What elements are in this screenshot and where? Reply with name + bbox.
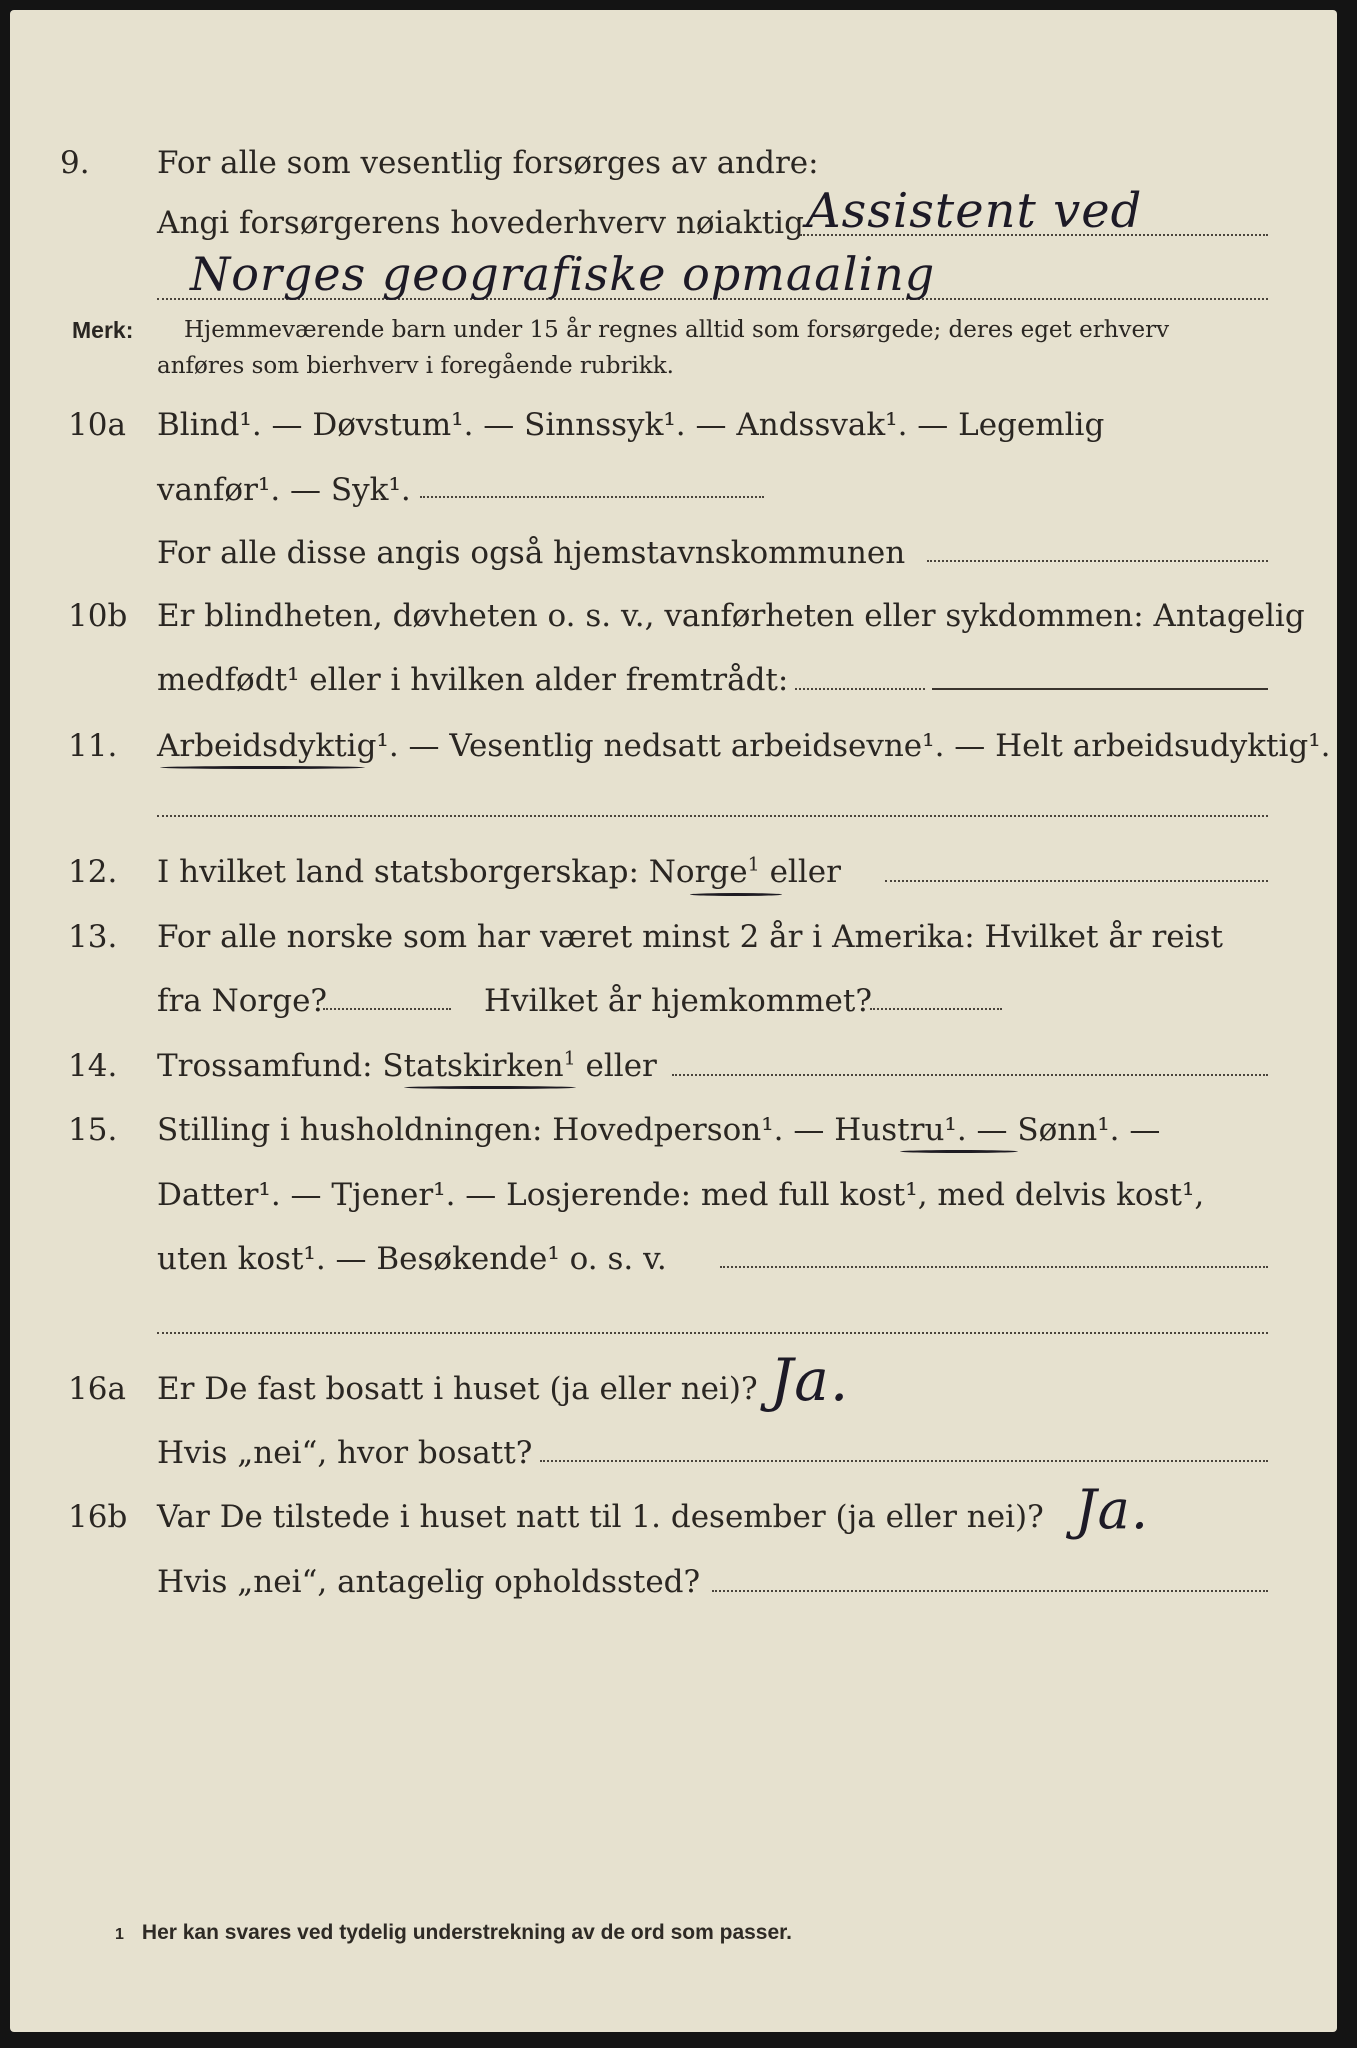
q16b-field[interactable]: [712, 1590, 1268, 1592]
q12-line: 12. I hvilket land statsborgerskap: Norge$^1$ eller: [68, 853, 841, 890]
q9-handwritten-answer2: Norges geografiske opmaaling: [190, 247, 936, 301]
q13-text2b: Hvilket år hjemkommet?: [484, 983, 872, 1019]
q11-handwritten-underline: [160, 766, 365, 769]
q15-field[interactable]: [720, 1266, 1268, 1268]
q15-post: ¹. — Sønn¹. —: [944, 1112, 1161, 1148]
q13-line2: [0, 981, 1357, 1021]
q16b-text1: Var De tilstede i huset natt til 1. desember (ja eller nei)?: [157, 1499, 1044, 1535]
q14-line: 14. Trossamfund: Statskirken$^1$ eller: [68, 1047, 657, 1084]
q11-number: 11.: [68, 728, 118, 764]
q14-post: eller: [585, 1048, 657, 1084]
q9-handwritten-answer1: Assistent ved: [806, 183, 1143, 239]
q15-pre: Stilling i husholdningen: Hovedperson¹. —: [157, 1112, 825, 1148]
q10a-line1: [0, 405, 1357, 445]
q15-extra-line[interactable]: [157, 1332, 1268, 1334]
q16b-number: 16b: [68, 1499, 128, 1535]
q16a-text2: Hvis „nei“, hvor bosatt?: [157, 1435, 533, 1471]
q14-pre: Trossamfund:: [157, 1048, 373, 1084]
q15-option-hustru[interactable]: Hustru: [834, 1112, 945, 1148]
q12-field[interactable]: [885, 880, 1268, 882]
q11-option-arbeidsdyktig[interactable]: Arbeidsdyktig: [157, 728, 377, 764]
q10a-text3: For alle disse angis også hjemstavnskommunen: [157, 535, 906, 571]
q10b-text2: medfødt¹ eller i hvilken alder fremtrådt:: [157, 662, 789, 698]
q9-text2: Angi forsørgerens hovederhverv nøiaktig: [157, 205, 804, 241]
q9-number: 9.: [60, 145, 90, 181]
q14-handwritten-underline: [404, 1086, 576, 1089]
q15-text3: uten kost¹. — Besøkende¹ o. s. v.: [157, 1241, 667, 1277]
merk-text1: Hjemmeværende barn under 15 år regnes alltid som forsørgede; deres eget erhverv: [184, 317, 1170, 343]
q10b-line2: [0, 660, 1357, 700]
q10b-line1: [0, 596, 1357, 636]
q12-post: eller: [769, 854, 841, 890]
q13-line1: [0, 917, 1357, 957]
q16a-number: 16a: [68, 1371, 126, 1407]
q9-text1: For alle som vesentlig forsørges av andre:: [157, 145, 819, 181]
footnote: [115, 1921, 792, 1945]
q10b-text1: Er blindheten, døvheten o. s. v., vanførheten eller sykdommen: Antagelig: [157, 598, 1305, 634]
q10a-line3: [0, 533, 1357, 573]
q13-text1: For alle norske som har været minst 2 år i Amerika: Hvilket år reist: [157, 919, 1223, 955]
q10a-hjemstavn-field[interactable]: [927, 560, 1268, 562]
q10b-field-solid[interactable]: [932, 688, 1268, 690]
q16b-line1: [0, 1497, 1357, 1537]
q13-text2a: fra Norge?: [157, 983, 328, 1019]
merk-note: [72, 312, 133, 349]
q16a-text1: Er De fast bosatt i huset (ja eller nei)?: [157, 1371, 758, 1407]
merk-text2: anføres som bierhverv i foregående rubrikk.: [157, 353, 674, 379]
q15-number: 15.: [68, 1112, 118, 1148]
q15-text2: Datter¹. — Tjener¹. — Losjerende: med full kost¹, med delvis kost¹,: [157, 1177, 1205, 1213]
q14-option-statskirken[interactable]: Statskirken: [382, 1048, 564, 1084]
q11-line: [0, 726, 1357, 766]
q14-number: 14.: [68, 1048, 118, 1084]
q10a-syk-field[interactable]: [420, 496, 764, 498]
q12-pre: I hvilket land statsborgerskap:: [157, 854, 639, 890]
q16a-handwritten-answer: Ja.: [770, 1346, 850, 1414]
q15-line2: [0, 1175, 1357, 1215]
footnote-text: Her kan svares ved tydelig understrekning av de ord som passer.: [141, 1921, 793, 1944]
q10a-number: 10a: [68, 407, 126, 443]
q16b-handwritten-answer: Ja.: [1075, 1478, 1150, 1541]
q14-field[interactable]: [672, 1074, 1268, 1076]
q11-rest: ¹. — Vesentlig nedsatt arbeidsevne¹. — Helt arbeidsudyktig¹.: [376, 728, 1331, 764]
q10a-text2: vanfør¹. — Syk¹.: [157, 472, 411, 508]
q13-hjemkommet-field[interactable]: [870, 1008, 1002, 1010]
q11-extra-line[interactable]: [157, 815, 1268, 817]
q10b-field-dotted[interactable]: [795, 688, 925, 690]
q9-line2: [0, 203, 1357, 243]
q15-line1: [0, 1110, 1357, 1150]
q12-number: 12.: [68, 854, 118, 890]
q12-option-norge[interactable]: Norge: [648, 854, 748, 890]
merk-label: Merk:: [72, 317, 134, 343]
q13-reist-field[interactable]: [323, 1008, 451, 1010]
q9-line1: [0, 143, 1357, 183]
q16a-field[interactable]: [540, 1460, 1268, 1462]
footnote-mark: 1: [115, 1926, 124, 1943]
q15-line3: [0, 1239, 1357, 1279]
q12-handwritten-underline: [690, 893, 782, 896]
q10a-text1: Blind¹. — Døvstum¹. — Sinnssyk¹. — Andssvak¹. — Legemlig: [157, 407, 1105, 443]
q13-number: 13.: [68, 919, 118, 955]
q10a-line2: [0, 470, 1357, 510]
q16b-text2: Hvis „nei“, antagelig opholdssted?: [157, 1564, 701, 1600]
q16a-line2: [0, 1433, 1357, 1473]
q16a-line1: [0, 1369, 1357, 1409]
q15-handwritten-underline: [900, 1150, 1018, 1153]
q10b-number: 10b: [68, 598, 128, 634]
q16b-line2: [0, 1562, 1357, 1602]
